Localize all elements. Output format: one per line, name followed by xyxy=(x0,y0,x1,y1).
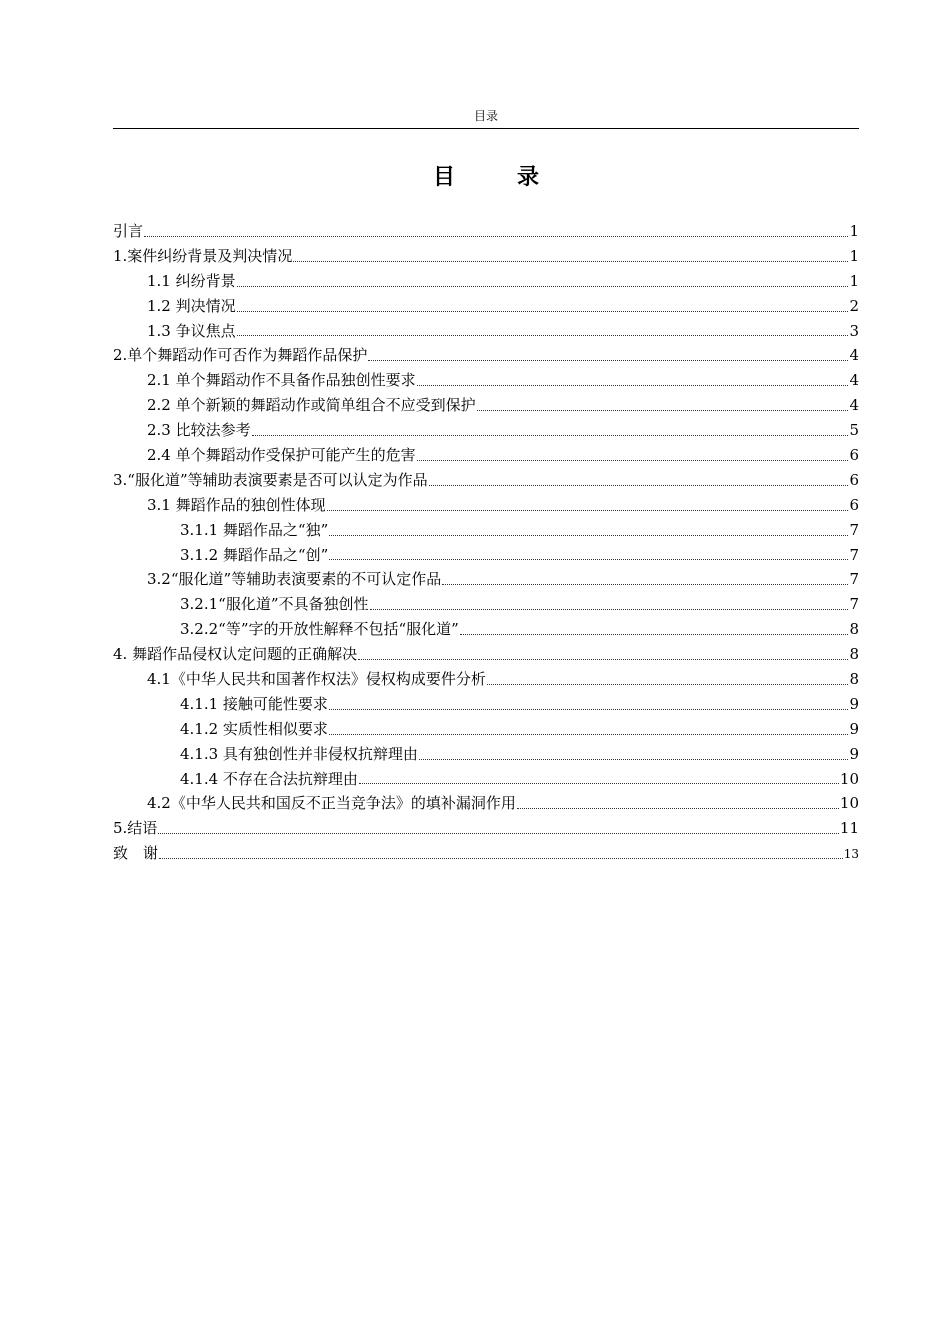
toc-entry-label: 1.1 纠纷背景 xyxy=(147,271,236,290)
toc-dot-leader xyxy=(329,559,848,560)
toc-entry-label: 4.1.2 实质性相似要求 xyxy=(180,719,328,738)
toc-entry[interactable] xyxy=(113,642,859,667)
toc-entry[interactable] xyxy=(113,368,859,393)
toc-entry[interactable] xyxy=(113,767,859,792)
toc-entry-page-number: 8 xyxy=(849,670,859,689)
toc-entry[interactable] xyxy=(113,418,859,443)
toc-entry[interactable] xyxy=(113,742,859,767)
toc-entry-label: 3.1.2 舞蹈作品之“创” xyxy=(180,545,329,564)
toc-dot-leader xyxy=(517,808,839,809)
table-of-contents xyxy=(113,219,859,866)
toc-dot-leader xyxy=(460,634,849,635)
toc-entry-label: 1.2 判决情况 xyxy=(147,296,236,315)
toc-dot-leader xyxy=(329,734,849,735)
toc-dot-leader xyxy=(159,858,843,859)
toc-entry-label: 3.2.2“等”字的开放性解释不包括“服化道” xyxy=(180,620,459,639)
toc-entry-page-number: 9 xyxy=(849,719,859,738)
toc-dot-leader xyxy=(237,286,849,287)
toc-entry-page-number: 4 xyxy=(849,346,859,365)
toc-entry-page-number: 4 xyxy=(849,371,859,390)
toc-entry-label: 2.1 单个舞蹈动作不具备作品独创性要求 xyxy=(147,371,416,390)
toc-entry-page-number: 10 xyxy=(839,794,859,813)
toc-entry-label: 2.单个舞蹈动作可否作为舞蹈作品保护 xyxy=(113,346,368,365)
toc-dot-leader xyxy=(252,435,849,436)
toc-entry[interactable] xyxy=(113,791,859,816)
toc-entry-label: 3.1 舞蹈作品的独创性体现 xyxy=(147,495,326,514)
toc-entry-label: 5.结语 xyxy=(113,819,158,838)
toc-entry[interactable] xyxy=(113,468,859,493)
toc-entry-label: 4.2《中华人民共和国反不正当竞争法》的填补漏洞作用 xyxy=(147,794,516,813)
running-header: 目录 xyxy=(473,109,498,123)
toc-entry-label: 致 谢 xyxy=(113,844,159,863)
toc-dot-leader xyxy=(417,460,849,461)
toc-entry-label: 1.案件纠纷背景及判决情况 xyxy=(113,246,293,265)
toc-dot-leader xyxy=(368,360,848,361)
toc-entry-page-number: 8 xyxy=(849,620,859,639)
toc-dot-leader xyxy=(327,510,849,511)
toc-entry-page-number: 7 xyxy=(849,545,859,564)
toc-entry-page-number: 6 xyxy=(849,495,859,514)
toc-dot-leader xyxy=(158,833,839,834)
toc-entry-page-number: 13 xyxy=(843,847,859,862)
toc-entry-page-number: 7 xyxy=(849,595,859,614)
toc-entry-page-number: 7 xyxy=(849,570,859,589)
toc-entry-label: 3.2“服化道”等辅助表演要素的不可认定作品 xyxy=(147,570,442,589)
toc-entry-page-number: 3 xyxy=(849,321,859,340)
toc-dot-leader xyxy=(329,535,848,536)
toc-entry[interactable] xyxy=(113,443,859,468)
toc-entry-page-number: 10 xyxy=(839,769,859,788)
toc-entry-label: 4.1.1 接触可能性要求 xyxy=(180,694,328,713)
toc-entry-page-number: 9 xyxy=(849,694,859,713)
toc-entry-label: 4. 舞蹈作品侵权认定问题的正确解决 xyxy=(113,645,358,664)
toc-entry-label: 引言 xyxy=(113,222,144,240)
toc-entry-label: 4.1.3 具有独创性并非侵权抗辩理由 xyxy=(180,744,418,763)
toc-entry-page-number: 8 xyxy=(849,645,859,664)
toc-dot-leader xyxy=(477,410,849,411)
toc-entry[interactable] xyxy=(113,816,859,841)
toc-entry-page-number: 5 xyxy=(849,421,859,440)
toc-entry-page-number: 11 xyxy=(839,819,859,838)
toc-entry[interactable] xyxy=(113,393,859,418)
toc-entry-page-number: 6 xyxy=(849,446,859,465)
toc-entry-page-number: 7 xyxy=(849,520,859,539)
toc-entry-page-number: 1 xyxy=(849,271,859,290)
toc-entry[interactable] xyxy=(113,692,859,717)
header-rule xyxy=(113,128,859,129)
toc-entry[interactable] xyxy=(113,717,859,742)
toc-dot-leader xyxy=(293,261,848,262)
toc-entry-page-number: 6 xyxy=(849,470,859,489)
toc-entry-label: 2.3 比较法参考 xyxy=(147,421,251,440)
toc-entry[interactable] xyxy=(113,592,859,617)
toc-entry-label: 1.3 争议焦点 xyxy=(147,321,236,340)
toc-dot-leader xyxy=(329,709,849,710)
toc-entry[interactable] xyxy=(113,244,859,269)
toc-entry[interactable] xyxy=(113,841,859,866)
toc-entry[interactable] xyxy=(113,319,859,344)
toc-entry-label: 2.4 单个舞蹈动作受保护可能产生的危害 xyxy=(147,446,416,465)
toc-dot-leader xyxy=(429,485,849,486)
toc-entry[interactable] xyxy=(113,617,859,642)
toc-entry[interactable] xyxy=(113,294,859,319)
toc-dot-leader xyxy=(144,236,848,237)
toc-entry-label: 3.“服化道”等辅助表演要素是否可以认定为作品 xyxy=(113,470,428,489)
toc-dot-leader xyxy=(237,335,849,336)
toc-entry[interactable] xyxy=(113,269,859,294)
toc-dot-leader xyxy=(370,609,849,610)
toc-entry-page-number: 1 xyxy=(849,246,859,265)
toc-entry-label: 3.1.1 舞蹈作品之“独” xyxy=(180,520,329,539)
toc-dot-leader xyxy=(442,584,848,585)
toc-dot-leader xyxy=(359,783,839,784)
toc-entry[interactable] xyxy=(113,518,859,543)
toc-entry-page-number: 2 xyxy=(849,296,859,315)
toc-entry[interactable] xyxy=(113,567,859,592)
toc-entry[interactable] xyxy=(113,343,859,368)
toc-entry[interactable] xyxy=(113,219,859,244)
toc-entry-page-number: 4 xyxy=(849,396,859,415)
page-title: 目 录 xyxy=(432,165,559,190)
toc-dot-leader xyxy=(419,759,849,760)
toc-entry[interactable] xyxy=(113,543,859,568)
toc-dot-leader xyxy=(487,684,849,685)
toc-entry-page-number: 1 xyxy=(849,222,859,240)
toc-dot-leader xyxy=(237,311,849,312)
toc-entry[interactable] xyxy=(113,493,859,518)
toc-entry-label: 3.2.1“服化道”不具备独创性 xyxy=(180,595,369,614)
toc-entry[interactable] xyxy=(113,667,859,692)
toc-dot-leader xyxy=(358,659,848,660)
toc-entry-label: 4.1.4 不存在合法抗辩理由 xyxy=(180,769,358,788)
toc-dot-leader xyxy=(417,385,849,386)
toc-entry-page-number: 9 xyxy=(849,744,859,763)
toc-entry-label: 4.1《中华人民共和国著作权法》侵权构成要件分析 xyxy=(147,670,486,689)
toc-entry-label: 2.2 单个新颖的舞蹈动作或简单组合不应受到保护 xyxy=(147,396,476,415)
